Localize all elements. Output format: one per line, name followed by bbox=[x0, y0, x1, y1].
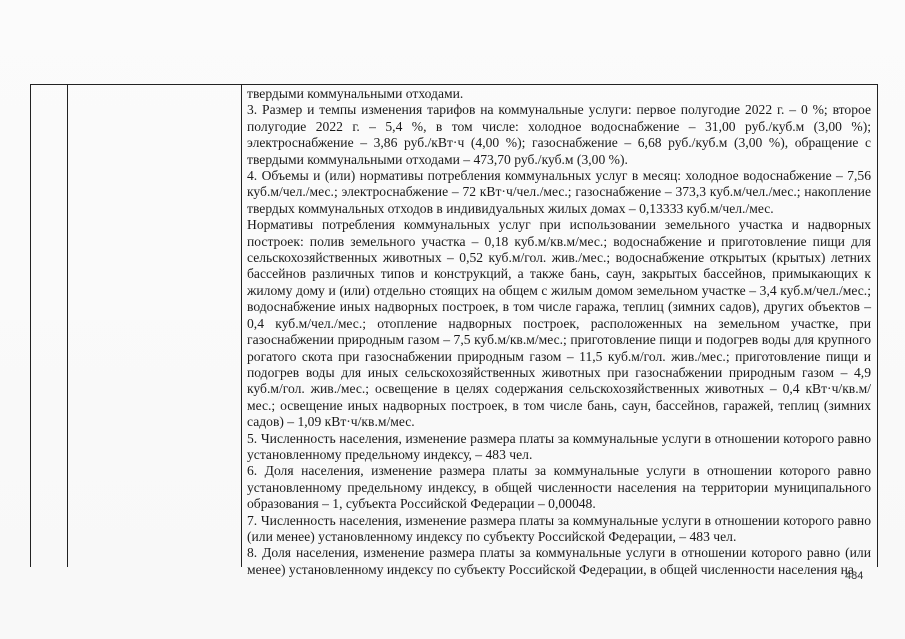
paragraph-item-4-volumes: 4. Объемы и (или) нормативы потребления коммунальных услуг в месяц: холодное водоснабжение – 7,56 куб.м/чел./мес.; электроснабжение – 72 кВт·ч/чел./мес.; газоснабжение – 373,3 куб.м/чел./мес.; накопление твердых коммунальных отходов в индивидуальных жилых домах – 0,13333 куб.м/чел./мес. bbox=[247, 168, 871, 216]
paragraph-land-plot-norms: Нормативы потребления коммунальных услуг при использовании земельного участка и надворных построек: полив земельного участка – 0,18 куб.м/кв.м/мес.; водоснабжение и приготовление пищи для сельскохозяйственных животных – 0,52 куб.м/гол. жив./мес.; водоснабжение открытых (крытых) летних бассейнов различных типов и конструкций, а также бань, саун, закрытых бассейнов, примыкающих к жилому дому и (или) отдельно стоящих на общем с жилым домом земельном участке – 3,4 куб.м/чел./мес.; водоснабжение иных надворных построек, в том числе гаража, теплиц (зимних садов), других объектов – 0,4 куб.м/чел./мес.; отопление надворных построек, расположенных на земельном участке, при газоснабжении природным газом – 7,5 куб.м/кв.м/мес.; приготовление пищи и подогрев воды для крупного рогатого скота при газоснабжении природным газом – 11,5 куб.м/гол. жив./мес.; приготовление пищи и подогрев воды для иных сельскохозяйственных животных при газоснабжении природным газом – 4,9 куб.м/гол. жив./мес.; освещение в целях содержания сельскохозяйственных животных – 0,4 кВт·ч/кв.м/мес.; освещение иных надворных построек, в том числе бань, саун, бассейнов, гаражей, теплиц (зимних садов) – 1,09 кВт·ч/кв.м/мес. bbox=[247, 217, 871, 430]
paragraph-item-6-share: 6. Доля населения, изменение размера платы за коммунальные услуги в отношении которого равно установленному предельному индексу, в общей численности населения на территории муниципального образования – 1, субъекта Российской Федерации – 0,00048. bbox=[247, 463, 871, 512]
paragraph-item-7-population: 7. Численность населения, изменение размера платы за коммунальные услуги в отношении которого равно (или менее) установленному индексу по субъекту Российской Федерации, – 483 чел. bbox=[247, 512, 871, 544]
column-divider-2 bbox=[241, 85, 242, 567]
content-cell bbox=[247, 86, 871, 578]
paragraph-item-8-share: 8. Доля населения, изменение размера платы за коммунальные услуги в отношении которого равно (или менее) установленному индексу по субъекту Российской Федерации, в общей численности населения на bbox=[247, 545, 871, 577]
paragraph-continuation: твердыми коммунальными отходами. bbox=[247, 86, 464, 101]
paragraph-item-5-population: 5. Численность населения, изменение размера платы за коммунальные услуги в отношении которого равно установленному предельному индексу, – 483 чел. bbox=[247, 430, 871, 462]
column-divider-1 bbox=[67, 85, 68, 567]
page-number: 484 bbox=[845, 570, 864, 582]
paragraph-item-3-tariffs: 3. Размер и темпы изменения тарифов на коммунальные услуги: первое полугодие 2022 г. – 0 %; второе полугодие 2022 г. – 5,4 %, в том числе: холодное водоснабжение – 31,00 руб./куб.м (3,00 %); электроснабжение – 3,86 руб./кВт·ч (4,00 %); газоснабжение – 6,68 руб./куб.м (3,00 %), обращение с твердыми коммунальными отходами – 473,70 руб./куб.м (3,00 %). bbox=[247, 102, 871, 167]
